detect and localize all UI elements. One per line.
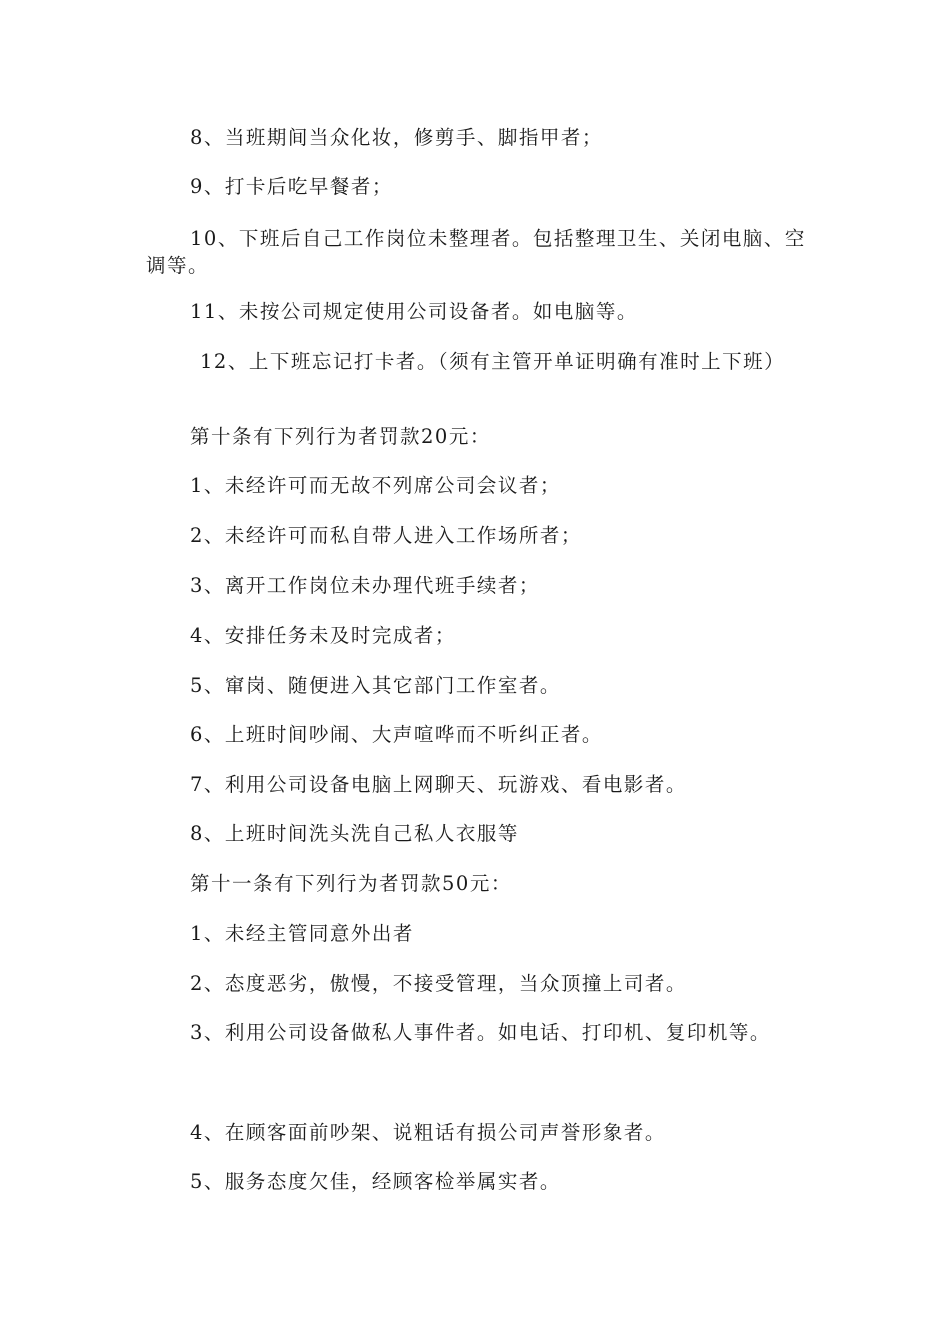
article-10-item-5: 5、窜岗、随便进入其它部门工作室者。 (190, 674, 561, 697)
rule-item-10-workstation: 10、下班后自己工作岗位未整理者。包括整理卫生、关闭电脑、空调等。 (146, 227, 806, 277)
rule-item-12-clock-in: 12、上下班忘记打卡者。（须有主管开单证明确有准时上下班） (200, 350, 786, 373)
article-10-item-4: 4、安排任务未及时完成者； (190, 624, 456, 647)
article-10-item-3: 3、离开工作岗位未办理代班手续者； (190, 574, 540, 597)
rule-item-8-makeup: 8、当班期间当众化妆，修剪手、脚指甲者； (190, 126, 603, 149)
article-10-heading: 第十条有下列行为者罚款20元： (190, 425, 491, 448)
rule-item-11-equipment: 11、未按公司规定使用公司设备者。如电脑等。 (190, 300, 638, 323)
article-11-item-1: 1、未经主管同意外出者 (190, 922, 414, 945)
article-10-item-6: 6、上班时间吵闹、大声喧哗而不听纠正者。 (190, 723, 603, 746)
article-11-item-5: 5、服务态度欠佳，经顾客检举属实者。 (190, 1170, 561, 1193)
article-11-item-2: 2、态度恶劣，傲慢，不接受管理，当众顶撞上司者。 (190, 972, 687, 995)
article-10-item-1: 1、未经许可而无故不列席公司会议者； (190, 474, 561, 497)
article-10-item-2: 2、未经许可而私自带人进入工作场所者； (190, 524, 582, 547)
article-10-item-8: 8、上班时间洗头洗自己私人衣服等 (190, 822, 519, 845)
rule-item-9-breakfast: 9、打卡后吃早餐者； (190, 175, 393, 198)
article-11-item-3: 3、利用公司设备做私人事件者。如电话、打印机、复印机等。 (190, 1021, 771, 1044)
article-11-heading: 第十一条有下列行为者罚款50元： (190, 872, 512, 895)
article-10-item-7: 7、利用公司设备电脑上网聊天、玩游戏、看电影者。 (190, 773, 687, 796)
article-11-item-4: 4、在顾客面前吵架、说粗话有损公司声誉形象者。 (190, 1121, 666, 1144)
